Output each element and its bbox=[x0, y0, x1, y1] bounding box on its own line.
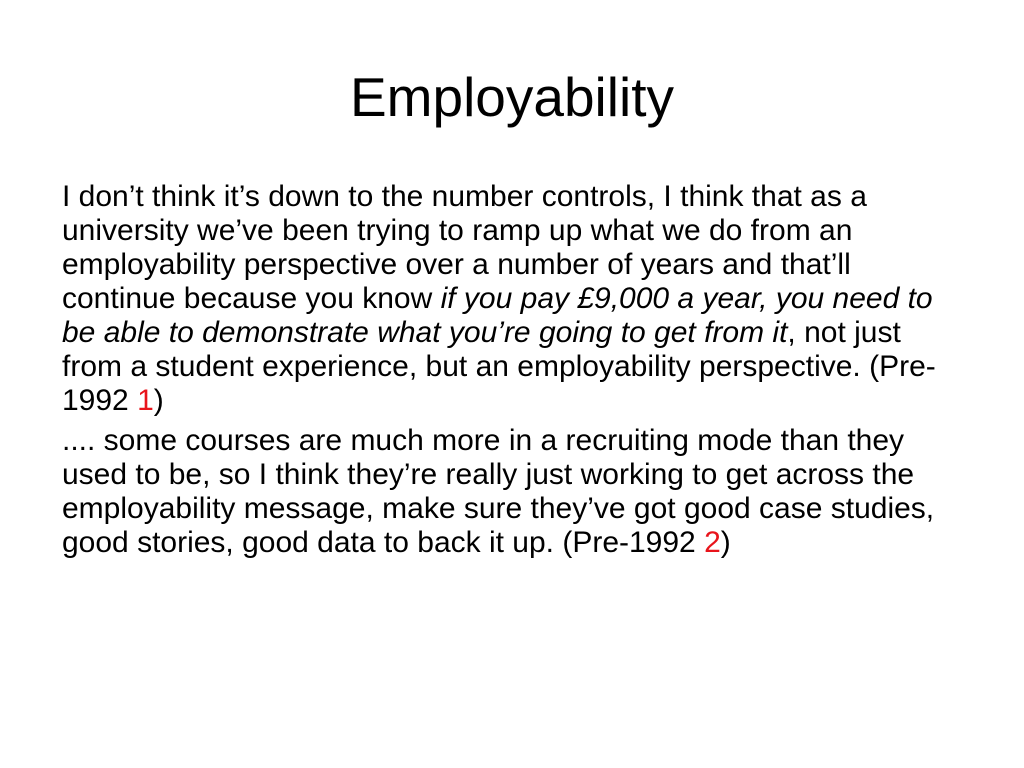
slide-title: Employability bbox=[349, 66, 674, 128]
quote-1-text-start: I don’t think it’s down to the number controls, I think that as a university we’ve been trying to ramp up what we do from an employability perspective over a number of years and that’ll continue because you know bbox=[62, 180, 867, 315]
quote-paragraph-1 bbox=[62, 180, 962, 418]
quote-1-close-paren: ) bbox=[153, 384, 164, 417]
quote-paragraph-2 bbox=[62, 424, 962, 560]
quote-2-reference-number: 2 bbox=[704, 526, 721, 559]
slide-body bbox=[62, 180, 962, 566]
quote-1-text-end: , not just from a student experience, but an employability perspective. (Pre-1992 bbox=[62, 316, 936, 417]
quote-1-reference-number: 1 bbox=[137, 384, 154, 417]
quote-1-italic-text: if you pay £9,000 a year, you need to be able to demonstrate what you’re going to get from it bbox=[62, 282, 933, 349]
quote-2-text: .... some courses are much more in a recruiting mode than they used to be, so I think they’re really just working to get across the employability message, make sure they’ve got good case studies, good stories, good data to back it up. (Pre-1992 bbox=[62, 424, 935, 559]
quote-2-close-paren: ) bbox=[720, 526, 731, 559]
